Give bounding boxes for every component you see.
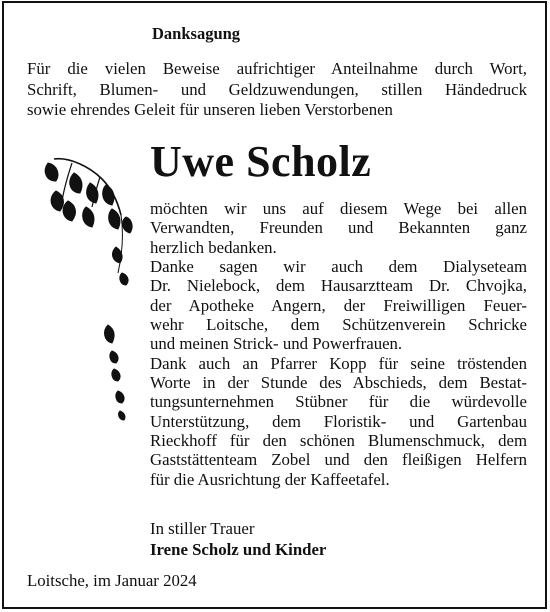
intro-line: sowie ehrendes Geleit für unseren lieben Verstorbenen bbox=[27, 100, 393, 120]
place-date: Loitsche, im Januar 2024 bbox=[27, 571, 197, 590]
birch-branch-icon bbox=[42, 155, 137, 425]
intro-paragraph bbox=[27, 59, 527, 121]
obituary-notice bbox=[2, 1, 547, 609]
closing-block bbox=[150, 518, 326, 560]
notice-heading: Danksagung bbox=[152, 24, 241, 43]
body-line: Rieckhoff für den schönen Blumenschmuck, dem bbox=[150, 431, 527, 451]
body-line: Dank auch an Pfarrer Kopp für seine tröstenden bbox=[150, 353, 527, 373]
body-line: und meinen Strick- und Powerfrauen. bbox=[150, 334, 403, 354]
signatories: Irene Scholz und Kinder bbox=[150, 540, 327, 559]
body-line: Verwandten, Freunden und Bekannten ganz bbox=[150, 218, 527, 238]
body-line: der Apotheke Angern, der Freiwilligen Feuer- bbox=[150, 295, 527, 315]
body-line: Worte in der Stunde des Abschieds, dem Bestat- bbox=[150, 373, 527, 393]
body-line: möchten wir uns auf diesem Wege bei allen bbox=[150, 199, 527, 218]
body-line: Gaststättenteam Zobel und den fleißigen Helfern bbox=[150, 450, 527, 470]
body-line: für die Ausrichtung der Kaffeetafel. bbox=[150, 469, 390, 489]
body-line: tungsunternehmen Stübner für die würdevolle bbox=[150, 392, 527, 412]
body-line: herzlich bedanken. bbox=[150, 237, 277, 257]
thanks-paragraph bbox=[150, 199, 527, 489]
body-line: Unterstützung, dem Floristik- und Gartenbau bbox=[150, 411, 527, 431]
body-line: Dr. Nielebock, dem Hausarztteam Dr. Chvojka, bbox=[150, 276, 527, 296]
deceased-name: Uwe Scholz bbox=[150, 137, 372, 186]
intro-line: Für die vielen Beweise aufrichtiger Anteilnahme durch Wort, bbox=[27, 59, 527, 78]
body-line: Danke sagen wir auch dem Dialyseteam bbox=[150, 257, 527, 277]
intro-line: Schrift, Blumen- und Geldzuwendungen, stillen Händedruck bbox=[27, 79, 527, 99]
body-line: wehr Loitsche, dem Schützenverein Schricke bbox=[150, 315, 527, 335]
closing-phrase: In stiller Trauer bbox=[150, 519, 255, 538]
